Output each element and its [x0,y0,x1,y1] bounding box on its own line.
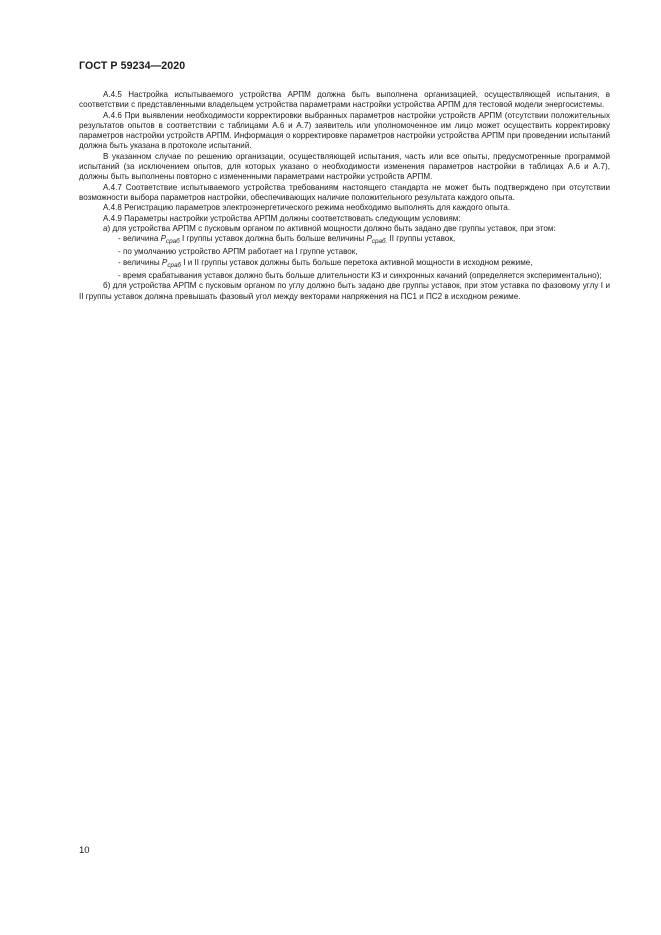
bullet-item-4: - время срабатывания уставок должно быть больше длительности КЗ и синхронных качаний (определяется экспериментально); [118,271,602,281]
paragraph-a-4-6-continued: В указанном случае по решению организации, осуществляющей испытания, часть или все опыты, предусмотренные программой испытаний (за исключением опытов, для которых указано о необходимости изменения параметров настройки в таблицах А.6 и А.7), должны быть выполнены повторно с измененными параметрами настройки устройств АРПМ. [79,151,610,182]
paragraph-a-4-6: А.4.6 При выявлении необходимости корректировки выбранных параметров настройки устройств АРПМ (отсутствии положительных результатов опытов в соответствии с таблицами А.6 и А.7) заявитель или уполномоченное им лицо может осуществить корректировку параметров настройки устройств АРПМ. Информация о корректировке параметров настройки устройства АРПМ при проведении испытаний должна быть указана в протоколе испытаний. [79,110,610,151]
paragraph-a-4-7: А.4.7 Соответствие испытываемого устройства требованиям настоящего стандарта не может быть подтверждено при отсутствии возможности выбора параметров настройки, обеспечивающих наличие положительного результата каждого опыта. [79,182,610,202]
bullet-1-variable-p: P [160,234,166,244]
list-item-a: а) для устройства АРПМ с пусковым органом по активной мощности должно быть задано две группы уставок, при этом: [103,223,556,233]
bullet-1-suffix: II группы уставок, [387,234,456,244]
bullet-3-subscript: сраб [167,261,182,269]
bullet-1-variable-p-2: P [366,234,372,244]
bullet-3-suffix: I и II группы уставок должны быть больше перетока активной мощности в исходном режиме, [181,257,533,267]
bullet-1-subscript-2: сраб. [371,238,388,246]
bullet-item-3 [79,258,610,271]
bullet-3-variable-p: P [161,257,168,267]
paragraph-a-4-9: А.4.9 Параметры настройки устройства АРПМ должны соответствовать следующим условиям: [103,213,461,223]
paragraph-a-4-5: А.4.5 Настройка испытываемого устройства АРПМ должна быть выполнена организацией, осуществляющей испытания, в соответствии с представленными владельцем устройства параметрами настройки устройства АРПМ для тестовой модели энергосистемы. [79,90,610,110]
bullet-1-prefix: - величина [118,234,161,244]
bullet-1-middle: I группы уставок должна быть больше величины [179,234,367,244]
bullet-item-1 [79,234,610,247]
list-item-b: б) для устройства АРПМ с пусковым органом по углу должно быть задано две группы уставок, при этом уставка по фазовому углу I и II группы уставок должна превышать фазовый угол между векторами напряжения на ПС1 и ПС2 в исходном режиме. [79,281,610,301]
page-number: 10 [79,845,90,856]
bullet-item-2: - по умолчанию устройство АРПМ работает на I группе уставок, [118,247,358,257]
document-body [79,90,610,302]
document-header: ГОСТ Р 59234—2020 [79,60,186,72]
paragraph-a-4-8: А.4.8 Регистрацию параметров электроэнергетического режима необходимо выполнять для каждого опыта. [103,203,511,213]
bullet-3-prefix: - величины [118,257,162,267]
bullet-1-subscript: сраб [166,238,180,246]
